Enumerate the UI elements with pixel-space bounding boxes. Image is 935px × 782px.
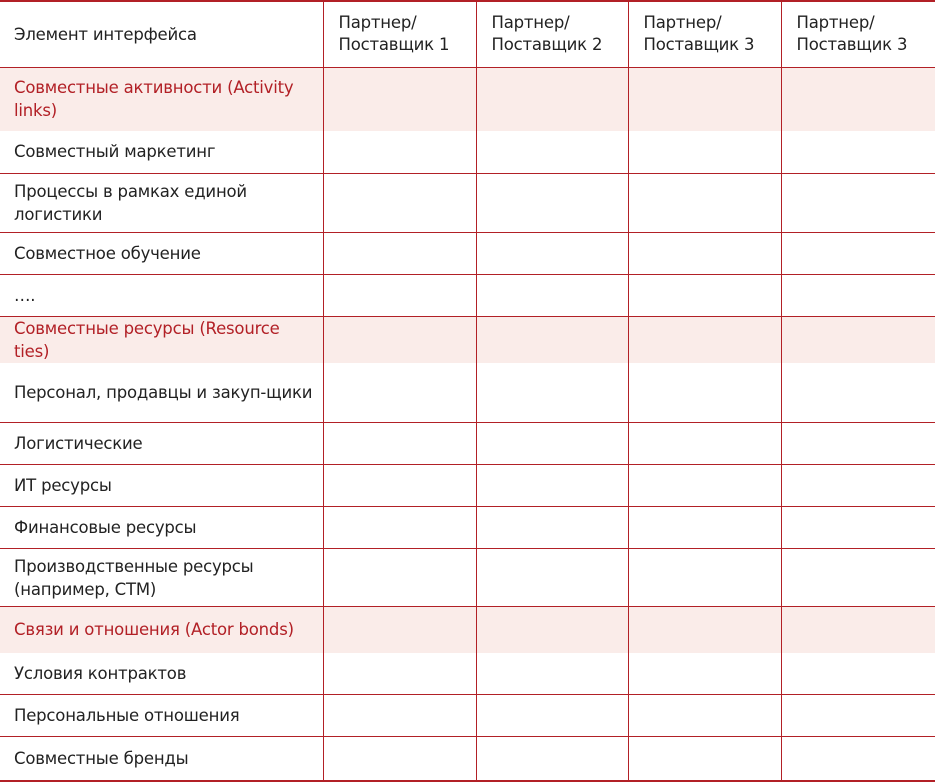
section-label: Совместные активности (Activity links) [0, 67, 323, 131]
table-row [0, 695, 935, 737]
table-row [0, 465, 935, 507]
table-cell [476, 131, 628, 173]
table-cell [781, 232, 935, 274]
table-cell [628, 232, 781, 274]
table-cell [781, 607, 935, 653]
table-row [0, 274, 935, 316]
table-cell [476, 363, 628, 423]
table-cell [323, 507, 476, 549]
table-cell [781, 695, 935, 737]
table-cell [323, 173, 476, 232]
table-cell [628, 653, 781, 695]
table-cell [781, 67, 935, 131]
table-cell [781, 653, 935, 695]
table-cell [323, 465, 476, 507]
table-cell [781, 465, 935, 507]
table-cell [323, 316, 476, 363]
table-cell [781, 423, 935, 465]
row-label: ИТ ресурсы [0, 465, 323, 507]
table-row [0, 363, 935, 423]
row-label: Условия контрактов [0, 653, 323, 695]
table-cell [476, 549, 628, 607]
row-label: Персонал, продавцы и закуп-щики [0, 363, 323, 423]
table-cell [781, 316, 935, 363]
table-cell [628, 131, 781, 173]
table-cell [628, 274, 781, 316]
table-cell [628, 549, 781, 607]
table-row [0, 549, 935, 607]
row-label: …. [0, 274, 323, 316]
header-interface-element: Элемент интерфейса [0, 1, 323, 67]
table-row [0, 507, 935, 549]
section-row-activity-links [0, 67, 935, 131]
table-cell [781, 363, 935, 423]
table-cell [476, 274, 628, 316]
table-cell [476, 695, 628, 737]
table-row [0, 232, 935, 274]
table-cell [628, 173, 781, 232]
table-cell [476, 465, 628, 507]
table-cell [476, 232, 628, 274]
table-cell [323, 363, 476, 423]
table-header-row [0, 1, 935, 67]
row-label: Совместное обучение [0, 232, 323, 274]
row-label: Производственные ресурсы (например, СТМ) [0, 549, 323, 607]
table-cell [476, 67, 628, 131]
table-cell [628, 67, 781, 131]
table-cell [476, 737, 628, 781]
row-label: Совместный маркетинг [0, 131, 323, 173]
table-cell [628, 423, 781, 465]
row-label: Логистические [0, 423, 323, 465]
table-row [0, 131, 935, 173]
section-label: Совместные ресурсы (Resource ties) [0, 316, 323, 363]
header-partner-1: Партнер/ Поставщик 1 [323, 1, 476, 67]
table-cell [323, 67, 476, 131]
table-cell [323, 653, 476, 695]
table-cell [628, 316, 781, 363]
header-partner-3: Партнер/ Поставщик 3 [628, 1, 781, 67]
table-cell [323, 274, 476, 316]
row-label: Персональные отношения [0, 695, 323, 737]
table-cell [476, 653, 628, 695]
table-cell [628, 363, 781, 423]
table-cell [323, 607, 476, 653]
table-row [0, 737, 935, 781]
table-cell [476, 607, 628, 653]
table-cell [323, 423, 476, 465]
row-label: Совместные бренды [0, 737, 323, 781]
table-cell [476, 316, 628, 363]
table-cell [476, 507, 628, 549]
table-cell [781, 507, 935, 549]
table-cell [323, 131, 476, 173]
section-row-resource-ties [0, 316, 935, 363]
table-cell [781, 173, 935, 232]
table-cell [323, 549, 476, 607]
table-cell [323, 695, 476, 737]
section-row-actor-bonds [0, 607, 935, 653]
row-label: Финансовые ресурсы [0, 507, 323, 549]
table-cell [628, 607, 781, 653]
table-cell [781, 274, 935, 316]
table-row [0, 173, 935, 232]
header-partner-4: Партнер/ Поставщик 3 [781, 1, 935, 67]
table-cell [628, 737, 781, 781]
section-label: Связи и отношения (Actor bonds) [0, 607, 323, 653]
table-cell [628, 507, 781, 549]
table-row [0, 653, 935, 695]
table-cell [323, 737, 476, 781]
table-cell [628, 465, 781, 507]
table-row [0, 423, 935, 465]
table-cell [476, 423, 628, 465]
table-cell [323, 232, 476, 274]
table-cell [781, 131, 935, 173]
table-cell [476, 173, 628, 232]
header-partner-2: Партнер/ Поставщик 2 [476, 1, 628, 67]
table-cell [781, 549, 935, 607]
table-cell [628, 695, 781, 737]
row-label: Процессы в рамках единой логистики [0, 173, 323, 232]
table-cell [781, 737, 935, 781]
